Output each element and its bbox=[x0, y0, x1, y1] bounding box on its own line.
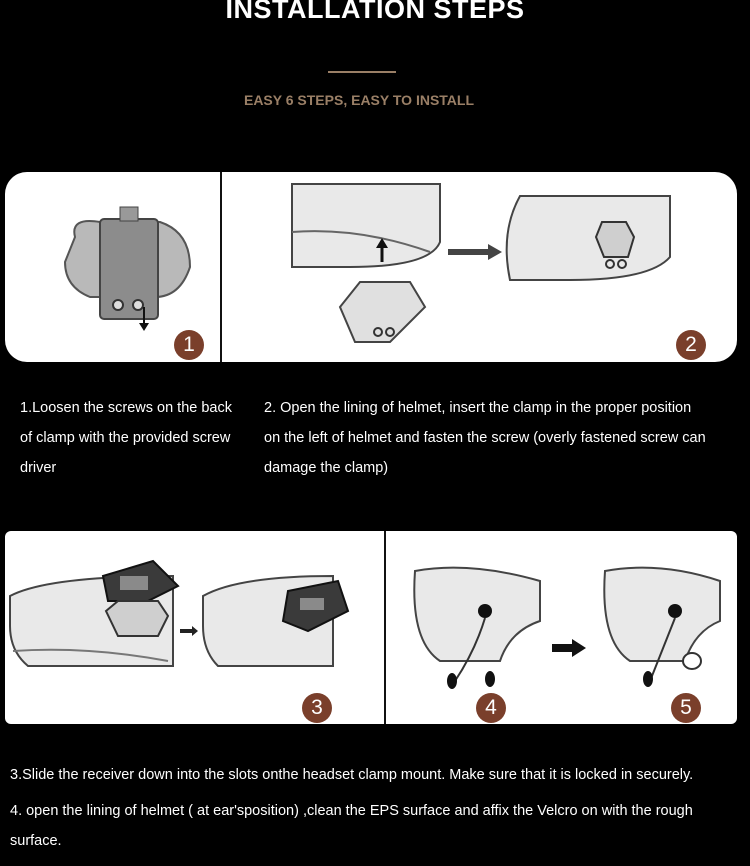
step-3-caption: 3.Slide the receiver down into the slots onthe headset clamp mount. Make sure that it is locked in securely. bbox=[10, 767, 694, 783]
step-1-badge: 1 bbox=[174, 330, 204, 360]
caption-line: driver bbox=[20, 460, 57, 476]
panel-divider bbox=[384, 531, 386, 724]
caption-line: damage the clamp) bbox=[264, 460, 389, 476]
caption-line: 4. open the lining of helmet ( at ear'sposition) ,clean the EPS surface and affix the Velcro on with the rough bbox=[10, 803, 693, 819]
step-4-caption bbox=[10, 796, 750, 856]
velcro-illustration bbox=[400, 561, 735, 706]
step-2-caption bbox=[264, 393, 744, 483]
caption-line: 2. Open the lining of helmet, insert the clamp in the proper position bbox=[264, 400, 692, 416]
page-subtitle: EASY 6 STEPS, EASY TO INSTALL bbox=[243, 92, 475, 108]
caption-line: of clamp with the provided screw bbox=[20, 430, 231, 446]
caption-line: 1.Loosen the screws on the back bbox=[20, 400, 232, 416]
step-5-badge: 5 bbox=[671, 693, 701, 723]
steps-3-5-panel bbox=[5, 531, 737, 724]
caption-line: on the left of helmet and fasten the screw (overly fastened screw can bbox=[264, 430, 706, 446]
steps-1-2-panel bbox=[5, 172, 737, 362]
clamp-illustration bbox=[60, 207, 200, 337]
step-3-badge: 3 bbox=[302, 693, 332, 723]
helmet-clamp-illustration bbox=[290, 182, 690, 352]
step-1-caption bbox=[20, 393, 260, 483]
step-4-badge: 4 bbox=[476, 693, 506, 723]
receiver-mount-illustration bbox=[8, 556, 378, 696]
step-2-badge: 2 bbox=[676, 330, 706, 360]
page-title: INSTALLATION STEPS bbox=[225, 0, 525, 24]
panel-divider bbox=[220, 172, 222, 362]
title-divider bbox=[328, 71, 396, 73]
caption-line: surface. bbox=[10, 833, 62, 849]
